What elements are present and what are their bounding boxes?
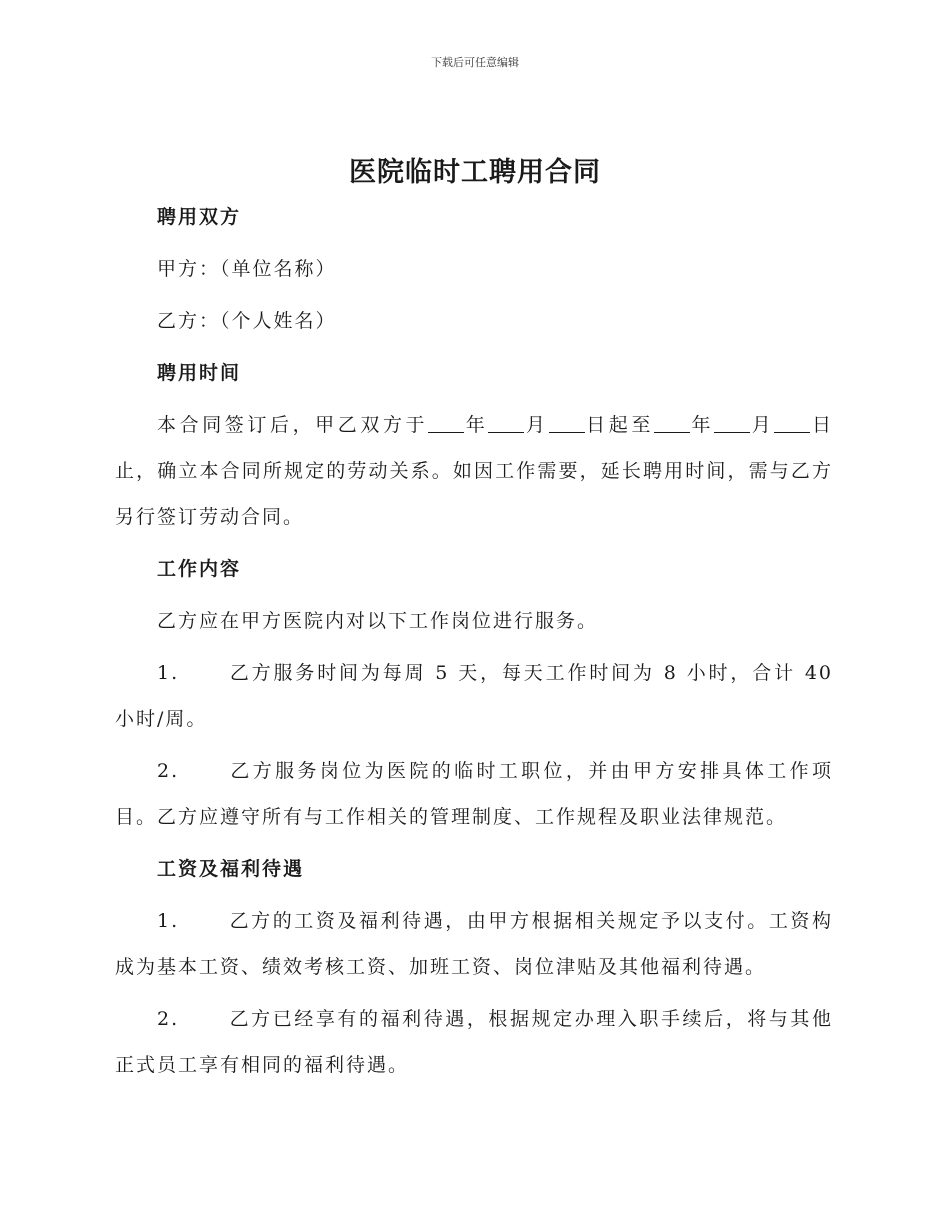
- header-note: 下载后可任意编辑: [431, 56, 519, 69]
- blank-end-month: [714, 412, 750, 433]
- blank-start-year: [428, 412, 464, 433]
- list-item-text: 乙方服务时间为每周 5 天，每天工作时间为 8 小时，合计 40 小时/周。: [115, 662, 833, 730]
- party-a-line: 甲方：（单位名称）: [157, 258, 337, 280]
- term-paragraph: [115, 402, 833, 540]
- list-item-text: 乙方服务岗位为医院的临时工职位，并由甲方安排具体工作项目。乙方应遵守所有与工作相关的管理制度、工作规程及职业法律规范。: [115, 760, 833, 828]
- label-month: 月: [750, 414, 775, 436]
- label-year: 年: [689, 414, 715, 436]
- list-item-number: 2.: [157, 760, 180, 782]
- blank-start-day: [549, 412, 585, 433]
- term-text-start: 本合同签订后，甲乙双方于: [157, 414, 429, 436]
- list-item-number: 1.: [157, 910, 180, 932]
- blank-end-year: [654, 412, 690, 433]
- list-item-number: 2.: [157, 1008, 180, 1030]
- list-item-text: 乙方已经享有的福利待遇，根据规定办理入职手续后，将与其他正式员工享有相同的福利待遇。: [115, 1008, 833, 1076]
- list-item: [115, 898, 833, 990]
- section-heading-term: 聘用时间: [157, 362, 242, 384]
- list-item: [115, 748, 833, 840]
- list-item-text: 乙方的工资及福利待遇，由甲方根据相关规定予以支付。工资构成为基本工资、绩效考核工资、加班工资、岗位津贴及其他福利待遇。: [115, 910, 833, 978]
- section-heading-parties: 聘用双方: [157, 206, 242, 228]
- label-day-to: 日起至: [584, 414, 654, 436]
- label-month: 月: [524, 414, 549, 436]
- section-heading-pay: 工资及福利待遇: [157, 858, 305, 880]
- term-text-end: 日止，确立本合同所规定的劳动关系。如因工作需要，延长聘用时间，需与乙方另行签订劳动合同。: [115, 414, 833, 528]
- work-intro: 乙方应在甲方医院内对以下工作岗位进行服务。: [157, 610, 599, 632]
- blank-end-day: [774, 412, 810, 433]
- section-heading-work: 工作内容: [157, 558, 242, 580]
- blank-start-month: [488, 412, 524, 433]
- document-body: [115, 194, 833, 1094]
- label-year: 年: [464, 414, 489, 436]
- list-item: [115, 650, 833, 742]
- list-item-number: 1.: [157, 662, 180, 684]
- document-title: 医院临时工聘用合同: [349, 157, 601, 188]
- list-item: [115, 996, 833, 1088]
- party-b-line: 乙方：（个人姓名）: [157, 310, 337, 332]
